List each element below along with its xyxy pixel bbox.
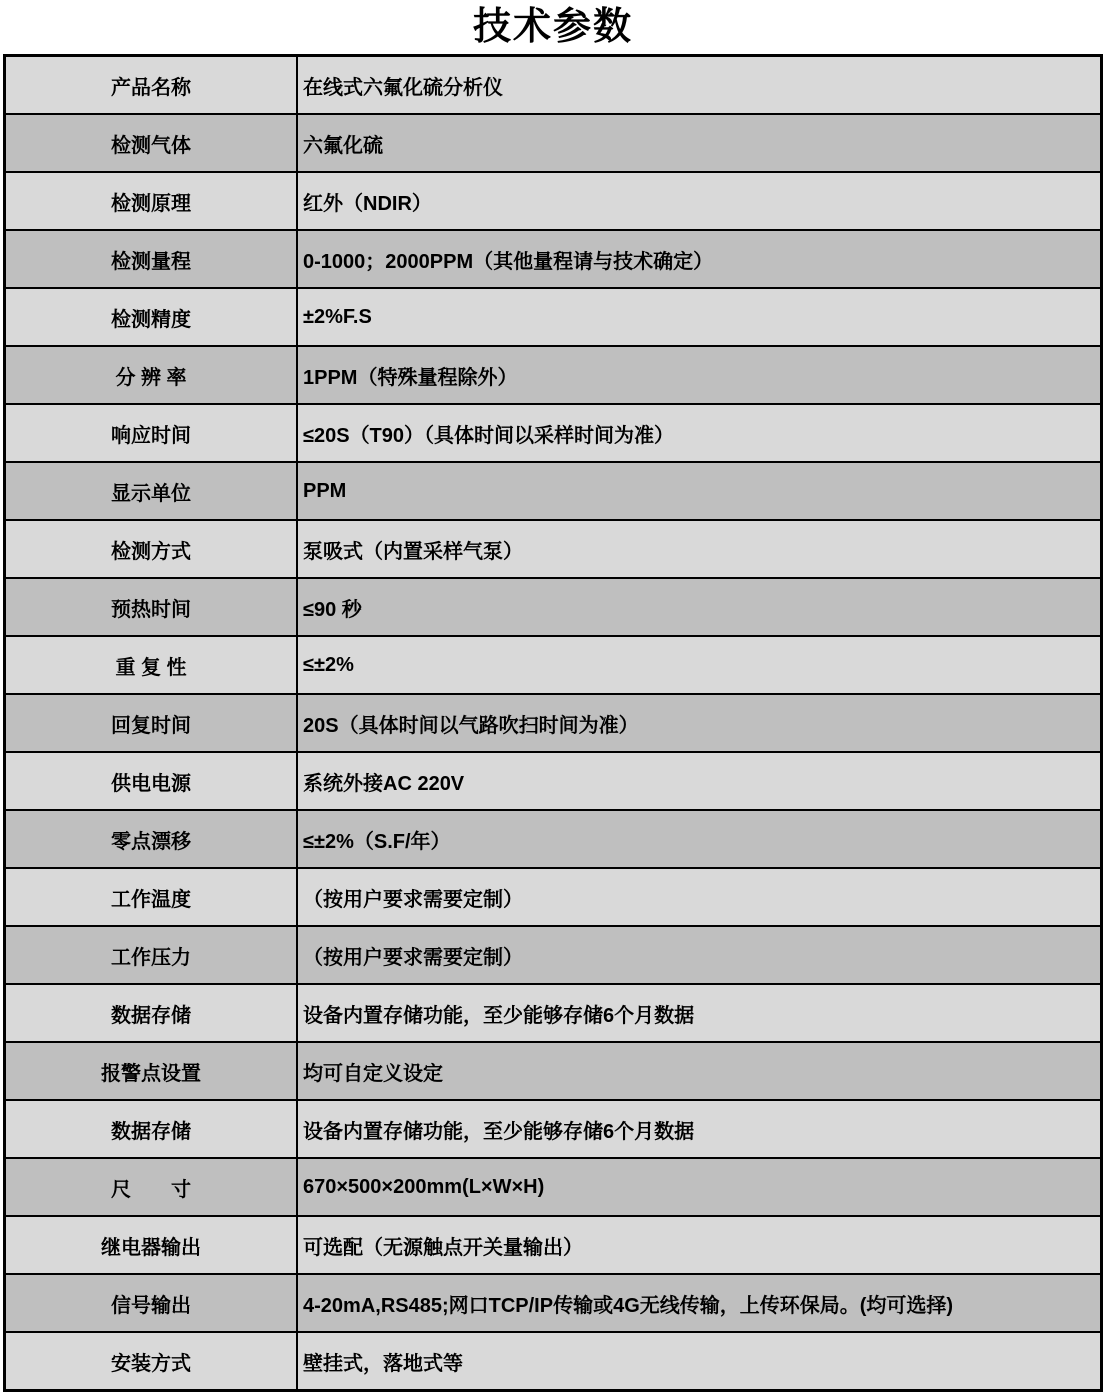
spec-row bbox=[5, 868, 1102, 926]
param-value-cell: 20S（具体时间以气路吹扫时间为准） bbox=[297, 694, 1102, 752]
param-name-cell: 响应时间 bbox=[5, 404, 298, 462]
spec-row bbox=[5, 404, 1102, 462]
spec-row bbox=[5, 636, 1102, 694]
param-name-cell: 供电电源 bbox=[5, 752, 298, 810]
param-name-cell: 工作温度 bbox=[5, 868, 298, 926]
param-value-cell: 红外（NDIR） bbox=[297, 172, 1102, 230]
spec-row bbox=[5, 578, 1102, 636]
param-name-cell: 数据存储 bbox=[5, 984, 298, 1042]
param-name-cell: 检测方式 bbox=[5, 520, 298, 578]
page-title: 技术参数 bbox=[472, 6, 633, 48]
param-value-cell: ≤20S（T90）（具体时间以采样时间为准） bbox=[297, 404, 1102, 462]
param-name-cell: 数据存储 bbox=[5, 1100, 298, 1158]
spec-table bbox=[3, 54, 1103, 1392]
spec-row bbox=[5, 1158, 1102, 1216]
param-name-cell: 尺 寸 bbox=[5, 1158, 298, 1216]
param-value-cell: 0-1000；2000PPM（其他量程请与技术确定） bbox=[297, 230, 1102, 288]
param-name-cell: 回复时间 bbox=[5, 694, 298, 752]
param-value-cell: ≤90 秒 bbox=[297, 578, 1102, 636]
param-name-cell: 安装方式 bbox=[5, 1332, 298, 1391]
param-name-cell: 检测量程 bbox=[5, 230, 298, 288]
param-name-cell: 重 复 性 bbox=[5, 636, 298, 694]
spec-row bbox=[5, 288, 1102, 346]
param-value-cell: 4-20mA,RS485;网口TCP/IP传输或4G无线传输，上传环保局。(均可选择) bbox=[297, 1274, 1102, 1332]
spec-row bbox=[5, 172, 1102, 230]
spec-row bbox=[5, 1042, 1102, 1100]
param-value-cell: 可选配（无源触点开关量输出） bbox=[297, 1216, 1102, 1274]
param-name-cell: 显示单位 bbox=[5, 462, 298, 520]
param-value-cell: 1PPM（特殊量程除外） bbox=[297, 346, 1102, 404]
param-value-cell: PPM bbox=[297, 462, 1102, 520]
param-value-cell: ±2%F.S bbox=[297, 288, 1102, 346]
spec-row bbox=[5, 1100, 1102, 1158]
spec-row bbox=[5, 1332, 1102, 1391]
spec-row bbox=[5, 346, 1102, 404]
param-value-cell: 在线式六氟化硫分析仪 bbox=[297, 56, 1102, 115]
param-value-cell: ≤±2% bbox=[297, 636, 1102, 694]
param-value-cell: 泵吸式（内置采样气泵） bbox=[297, 520, 1102, 578]
param-value-cell: 均可自定义设定 bbox=[297, 1042, 1102, 1100]
spec-row bbox=[5, 926, 1102, 984]
param-name-cell: 报警点设置 bbox=[5, 1042, 298, 1100]
param-name-cell: 检测气体 bbox=[5, 114, 298, 172]
param-value-cell: 670×500×200mm(L×W×H) bbox=[297, 1158, 1102, 1216]
param-value-cell: 壁挂式，落地式等 bbox=[297, 1332, 1102, 1391]
param-value-cell: ≤±2%（S.F/年） bbox=[297, 810, 1102, 868]
spec-row bbox=[5, 56, 1102, 115]
param-name-cell: 产品名称 bbox=[5, 56, 298, 115]
param-name-cell: 预热时间 bbox=[5, 578, 298, 636]
spec-row bbox=[5, 694, 1102, 752]
spec-row bbox=[5, 114, 1102, 172]
spec-row bbox=[5, 1274, 1102, 1332]
param-name-cell: 分 辨 率 bbox=[5, 346, 298, 404]
param-name-cell: 信号输出 bbox=[5, 1274, 298, 1332]
spec-table-body bbox=[5, 56, 1102, 1391]
param-value-cell: 设备内置存储功能，至少能够存储6个月数据 bbox=[297, 984, 1102, 1042]
param-name-cell: 工作压力 bbox=[5, 926, 298, 984]
spec-row bbox=[5, 752, 1102, 810]
param-value-cell: （按用户要求需要定制） bbox=[297, 868, 1102, 926]
spec-row bbox=[5, 810, 1102, 868]
param-name-cell: 检测原理 bbox=[5, 172, 298, 230]
spec-row bbox=[5, 462, 1102, 520]
param-name-cell: 继电器输出 bbox=[5, 1216, 298, 1274]
spec-row bbox=[5, 520, 1102, 578]
param-value-cell: （按用户要求需要定制） bbox=[297, 926, 1102, 984]
param-value-cell: 六氟化硫 bbox=[297, 114, 1102, 172]
spec-row bbox=[5, 230, 1102, 288]
spec-row bbox=[5, 984, 1102, 1042]
param-value-cell: 设备内置存储功能，至少能够存储6个月数据 bbox=[297, 1100, 1102, 1158]
param-name-cell: 零点漂移 bbox=[5, 810, 298, 868]
spec-row bbox=[5, 1216, 1102, 1274]
param-value-cell: 系统外接AC 220V bbox=[297, 752, 1102, 810]
param-name-cell: 检测精度 bbox=[5, 288, 298, 346]
